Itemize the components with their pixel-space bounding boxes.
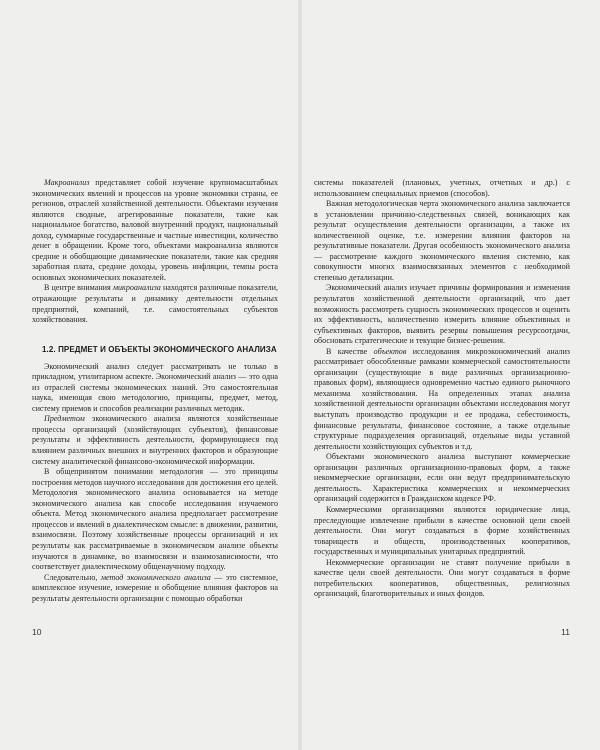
section-heading: 1.2. ПРЕДМЕТ И ОБЪЕКТЫ ЭКОНОМИЧЕСКОГО АНАЛИЗА bbox=[42, 344, 277, 354]
paragraph-economic-analysis: Экономический анализ следует рассматривать не только в прикладном, утилитарном аспекте. Экономический анализ — это одна из отраслей системы экономических знаний. Это самостоятельная наука, имеющая свою методологию, принципы, предмет, метод, систему приемов и способов реализации различных методик. bbox=[32, 361, 278, 413]
paragraph-subject: Предметом экономического анализа являются хозяйственные процессы организаций (хозяйствующих субъектов), финансовые результаты и эффективность деятельности, формирующиеся под влиянием различных внешних и внутренних факторов и образующие систему аналитической финансово-экономической информации. bbox=[32, 414, 278, 466]
paragraph-organizations: Объектами экономического анализа выступают коммерческие организации различных организационно-правовых форм, а также некоммерческие организации, если они ведут предпринимательскую деятельность. Характеристика коммерческих и некоммерческих организаций содержится в Гражданском кодексе РФ. bbox=[314, 452, 570, 504]
page-number-right: 11 bbox=[561, 627, 570, 637]
page-number-left: 10 bbox=[32, 627, 42, 637]
term-macroanalysis: Макроанализ bbox=[44, 178, 90, 187]
paragraph-macroanalysis: Макроанализ представляет собой изучение крупномасштабных экономических явлений и процессов на уровне экономики страны, ее регионов, отраслей хозяйственной деятельности. Объектами изучения являются сводные, агрегированные показатели, такие как национальное богатство, валовой внутренний продукт, национальный доход, суммарные государственные и частные инвестиции, количество денег в обращении. Кроме того, объектами макроанализа являются средние и обобщающие динамические показатели, такие как средняя заработная плата, средние доходы, уровень инфляции, темпы роста основных экономических показателей. bbox=[32, 178, 278, 282]
term-objects: объектов bbox=[373, 346, 407, 356]
term-microanalysis: микроанализа bbox=[112, 283, 161, 293]
term-method: метод экономического анализа bbox=[100, 572, 211, 582]
right-page bbox=[300, 0, 600, 750]
paragraph-method: Следовательно, метод экономического анализа — это системное, комплексное изучение, измерение и обобщение влияния факторов на результаты деятельности организации с помощью обработки bbox=[32, 572, 278, 603]
paragraph-objects: В качестве объектов исследования микроэкономический анализ рассматривает обособленные рамками коммерческой самостоятельности организации (существующие в виде различных организационно-правовых форм), являющиеся одновременно частью единого рыночного механизма хозяйствования. На определенных этапах анализа хозяйственной деятельности организации объектами исследования могут выступать производство продукции и ее продажа, себестоимость, финансовые результаты, финансовое состояние, а также отдельные структурные подразделения организаций, отдельные виды уставной деятельности хозяйствующих субъектов и т.д. bbox=[314, 346, 570, 451]
paragraph-microanalysis: В центре внимания микроанализа находятся различные показатели, отражающие результаты и динамику деятельности отдельных предприятий, компаний, т.е. самостоятельных субъектов хозяйствования. bbox=[32, 283, 278, 325]
paragraph-methodology: В общепринятом понимании методология — это принципы построения методов научного исследования для достижения его целей. Методология экономического анализа основывается на методе экономического анализа как способе исследования изучаемого объекта. Метод экономического анализа предполагает рассмотрение процессов и явлений в диалектическом смысле: в движении, развитии, взаимосвязи. Поэтому хозяйственные процессы организаций и их результаты как рассматриваемые в экономическом анализе объекты изучаются в динамике, во взаимосвязи и взаимозависимости, что соответствует диалектическому общенаучному подходу. bbox=[32, 467, 278, 572]
paragraph-causes: Экономический анализ изучает причины формирования и изменения результатов хозяйственной деятельности организаций, что дает возможность рассмотреть сущность экономических процессов и оценить их эффективность, количественно измерить влияние объективных и субъективных факторов, выявить резервы повышения ресурсоотдачи, обосновать стратегические и текущие бизнес-решения. bbox=[314, 283, 570, 346]
paragraph-continuation: системы показателей (плановых, учетных, отчетных и др.) с использованием специальных приемов (способов). bbox=[314, 178, 570, 198]
paragraph-commercial: Коммерческими организациями являются юридические лица, преследующие извлечение прибыли в качестве основной цели своей деятельности. Они могут создаваться в форме хозяйственных товариществ и обществ, производственных кооперативов, государственных и муниципальных унитарных предприятий. bbox=[314, 504, 570, 557]
paragraph-methodological-feature: Важная методологическая черта экономического анализа заключается в установлении причинно-следственных связей, воникающих как результат осуществления деятельности организации, а также их количественной оценке, т.е. измерении влияния факторов на результативные показатели. Другая особенность экономического анализа — рассмотрение каждого экономического явления системно, как совокупности многих взаимосвязанных элементов с необходимой степенью детализации. bbox=[314, 199, 570, 282]
term-subject: Предметом bbox=[44, 414, 85, 424]
paragraph-noncommercial: Некоммерческие организации не ставят получение прибыли в качестве цели своей деятельности. Они могут создаваться в форме потребительских кооперативов, общественных, религиозных организаций, благотворительных и иных фондов. bbox=[314, 557, 570, 599]
